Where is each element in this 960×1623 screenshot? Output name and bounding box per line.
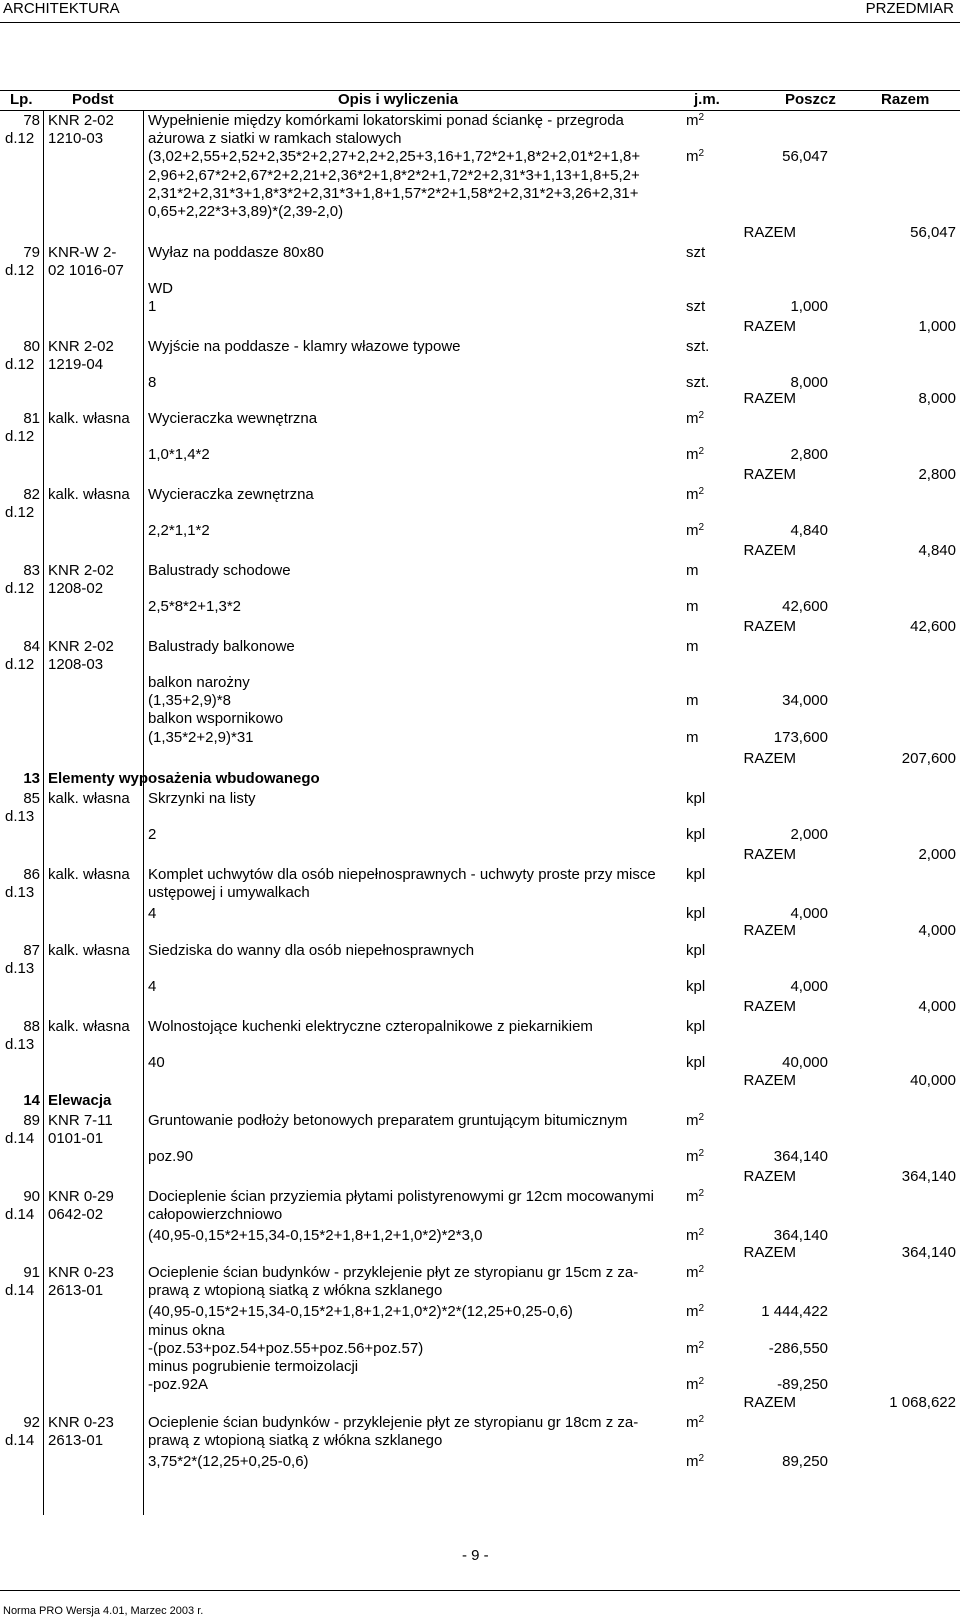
item-basis: KNR 2-02 (48, 338, 114, 355)
calc-expression: WD (148, 280, 173, 297)
calc-expression: (40,95-0,15*2+15,34-0,15*2+1,8+1,2+1,0*2)*2*3,0 (148, 1227, 483, 1245)
item-unit: kpl (686, 942, 706, 959)
item-number: 80 (23, 338, 40, 355)
item-description: całopowierzchniowo (148, 1206, 283, 1224)
razem-total: 4,840 (918, 542, 956, 559)
razem-label: RAZEM (743, 618, 796, 635)
calc-value: 1,000 (790, 298, 828, 316)
calc-unit: kpl (686, 978, 706, 995)
col-razem: Razem (881, 91, 930, 108)
item-chapter: d.13 (5, 960, 35, 978)
item-description: Balustrady balkonowe (148, 638, 295, 655)
item-description: Ocieplenie ścian budynków - przyklejenie płyt ze styropianu gr 15cm z za- (148, 1264, 639, 1281)
item-chapter: d.12 (5, 262, 35, 280)
calc-value: 1 444,422 (761, 1303, 828, 1321)
item-basis: 2613-01 (48, 1432, 104, 1450)
calc-value: 40,000 (782, 1054, 828, 1071)
item-basis: KNR 7-11 (48, 1112, 113, 1129)
item-description: prawą z wtopioną siatką z włókna szklanego (148, 1282, 443, 1300)
razem-total: 1 068,622 (889, 1394, 956, 1411)
item-unit: $m^2$ (686, 486, 705, 503)
calc-unit: $m^2$ (686, 1227, 705, 1245)
item-unit: $m^2$ (686, 1264, 705, 1281)
calc-value: -89,250 (777, 1376, 828, 1394)
item-basis: 0101-01 (48, 1130, 104, 1148)
calc-expression: 2,96+2,67*2+2,67*2+2,21+2,36*2+1,8*2*2+1,72*2+2,31*3+1,13+1,8+5,2+ (148, 166, 640, 184)
item-unit: kpl (686, 866, 706, 883)
calc-value: 2,800 (790, 446, 828, 463)
calc-expression: 2,5*8*2+1,3*2 (148, 598, 242, 615)
item-description: Komplet uchwytów dla osób niepełnosprawnych - uchwyty proste przy misce (148, 866, 656, 883)
item-description: Wyjście na poddasze - klamry włazowe typowe (148, 338, 461, 355)
header-left: ARCHITEKTURA (3, 0, 120, 17)
item-description: Gruntowanie podłoży betonowych preparatem gruntującym bitumicznym (148, 1112, 628, 1129)
calc-unit: szt (686, 298, 706, 316)
calc-expression: 4 (148, 978, 157, 995)
calc-value: 4,840 (790, 522, 828, 539)
col-jm: j.m. (694, 91, 720, 108)
razem-total: 4,000 (918, 922, 956, 939)
item-chapter: d.12 (5, 428, 35, 446)
calc-expression: -(poz.53+poz.54+poz.55+poz.56+poz.57) (148, 1339, 424, 1357)
calc-value: 364,140 (773, 1227, 828, 1245)
razem-total: 8,000 (918, 390, 956, 407)
razem-label: RAZEM (743, 1394, 796, 1411)
column-header-rule (0, 110, 960, 111)
item-unit: $m^2$ (686, 410, 705, 427)
item-description: Ocieplenie ścian budynków - przyklejenie płyt ze styropianu gr 18cm z za- (148, 1414, 639, 1431)
item-unit: $m^2$ (686, 112, 705, 129)
item-basis: 1208-03 (48, 656, 104, 674)
item-number: 89 (23, 1112, 40, 1129)
razem-label: RAZEM (743, 750, 796, 767)
item-basis: 02 1016-07 (48, 262, 124, 280)
calc-unit: $m^2$ (686, 148, 705, 166)
item-basis: KNR 2-02 (48, 562, 114, 579)
calc-value: 364,140 (773, 1148, 828, 1165)
item-chapter: d.12 (5, 504, 35, 522)
item-unit: $m^2$ (686, 1188, 705, 1205)
footer-text: Norma PRO Wersja 4.01, Marzec 2003 r. (3, 1605, 204, 1617)
calc-unit: m (686, 692, 699, 710)
item-number: 87 (23, 942, 40, 959)
item-chapter: d.14 (5, 1130, 35, 1148)
razem-label: RAZEM (743, 542, 796, 559)
calc-value: 34,000 (782, 692, 828, 710)
section-title: Elewacja (48, 1092, 112, 1109)
calc-expression: (1,35+2,9)*8 (148, 692, 231, 710)
item-description: ustępowej i umywalkach (148, 884, 310, 902)
calc-value: 8,000 (790, 374, 828, 391)
calc-expression: 4 (148, 905, 157, 923)
header-right: PRZEDMIAR (865, 0, 954, 17)
item-number: 85 (23, 790, 40, 807)
calc-expression: minus okna (148, 1321, 225, 1339)
item-basis: kalk. własna (48, 410, 130, 427)
item-number: 92 (23, 1414, 40, 1431)
item-basis: kalk. własna (48, 942, 130, 959)
item-basis: KNR 0-23 (48, 1264, 114, 1281)
calc-unit: szt. (686, 374, 710, 391)
item-chapter: d.13 (5, 884, 35, 902)
razem-label: RAZEM (743, 846, 796, 863)
column-divider (43, 110, 44, 1515)
item-chapter: d.12 (5, 580, 35, 598)
calc-expression: 3,75*2*(12,25+0,25-0,6) (148, 1453, 309, 1471)
col-lp: Lp. (10, 91, 33, 108)
calc-expression: -poz.92A (148, 1376, 209, 1394)
calc-unit: m (686, 728, 699, 746)
calc-expression: minus pogrubienie termoizolacji (148, 1358, 359, 1375)
razem-total: 2,800 (918, 466, 956, 483)
item-unit: szt. (686, 338, 710, 355)
calc-unit: m (686, 598, 699, 615)
header-rule (0, 22, 960, 23)
item-basis: KNR 0-29 (48, 1188, 114, 1205)
razem-total: 364,140 (901, 1244, 956, 1261)
razem-label: RAZEM (743, 466, 796, 483)
item-description: Balustrady schodowe (148, 562, 291, 579)
item-unit: szt (686, 244, 706, 261)
item-basis: kalk. własna (48, 486, 130, 503)
item-description: prawą z wtopioną siatką z włókna szklanego (148, 1432, 443, 1450)
item-description: ażurowa z siatki w ramkach stalowych (148, 130, 402, 148)
calc-unit: kpl (686, 905, 706, 923)
col-poszcz: Poszcz (785, 91, 836, 108)
item-unit: $m^2$ (686, 1112, 705, 1129)
calc-value: 4,000 (790, 978, 828, 995)
razem-label: RAZEM (743, 1072, 796, 1089)
column-header-row (0, 91, 960, 111)
razem-label: RAZEM (743, 1244, 796, 1261)
item-basis: KNR 2-02 (48, 638, 114, 655)
item-chapter: d.12 (5, 356, 35, 374)
razem-total: 364,140 (901, 1168, 956, 1185)
item-number: 86 (23, 866, 40, 883)
item-basis: kalk. własna (48, 790, 130, 807)
item-basis: KNR 0-23 (48, 1414, 114, 1431)
razem-total: 207,600 (901, 750, 956, 767)
item-unit: $m^2$ (686, 1414, 705, 1431)
section-number: 13 (23, 770, 40, 787)
razem-label: RAZEM (743, 224, 796, 241)
calc-expression: 0,65+2,22*3+3,89)*(2,39-2,0) (148, 203, 344, 220)
calc-expression: balkon wspornikowo (148, 710, 284, 728)
item-basis: kalk. własna (48, 1018, 130, 1035)
calc-value: 173,600 (773, 728, 828, 746)
item-description: Wycieraczka zewnętrzna (148, 486, 314, 503)
col-podst: Podst (72, 91, 114, 108)
item-basis: 1208-02 (48, 580, 104, 598)
calc-expression: 2 (148, 826, 157, 843)
razem-label: RAZEM (743, 390, 796, 407)
calc-value: 4,000 (790, 905, 828, 923)
item-chapter: d.13 (5, 1036, 35, 1054)
calc-unit: $m^2$ (686, 1376, 705, 1394)
item-basis: KNR-W 2- (48, 244, 117, 261)
item-unit: kpl (686, 790, 706, 807)
item-chapter: d.12 (5, 656, 35, 674)
item-chapter: d.14 (5, 1206, 35, 1224)
calc-expression: 1 (148, 298, 157, 316)
calc-expression: (3,02+2,55+2,52+2,35*2+2,27+2,2+2,25+3,16+1,72*2+1,8*2+2,01*2+1,8+ (148, 148, 641, 166)
item-basis: 2613-01 (48, 1282, 104, 1300)
razem-total: 40,000 (910, 1072, 956, 1089)
razem-label: RAZEM (743, 922, 796, 939)
calc-expression: 2,2*1,1*2 (148, 522, 210, 539)
razem-label: RAZEM (743, 318, 796, 335)
calc-value: 42,600 (782, 598, 828, 615)
item-number: 81 (23, 410, 40, 427)
column-divider (143, 110, 144, 1515)
calc-expression: (40,95-0,15*2+15,34-0,15*2+1,8+1,2+1,0*2)*2*(12,25+0,25-0,6) (148, 1303, 573, 1321)
item-description: Wycieraczka wewnętrzna (148, 410, 318, 427)
item-chapter: d.12 (5, 130, 35, 148)
item-unit: m (686, 562, 699, 579)
item-basis: kalk. własna (48, 866, 130, 883)
calc-expression: (1,35*2+2,9)*31 (148, 728, 254, 746)
col-opis: Opis i wyliczenia (338, 91, 459, 108)
section-title: Elementy wyposażenia wbudowanego (48, 770, 320, 787)
calc-value: 56,047 (782, 148, 828, 166)
item-number: 83 (23, 562, 40, 579)
calc-expression: 40 (148, 1054, 165, 1071)
footer-rule (0, 1590, 960, 1591)
calc-unit: kpl (686, 1054, 706, 1071)
calc-unit: $m^2$ (686, 446, 705, 463)
item-number: 91 (23, 1264, 40, 1281)
item-number: 84 (23, 638, 40, 655)
calc-value: -286,550 (768, 1339, 828, 1357)
item-description: Wolnostojące kuchenki elektryczne czteropalnikowe z piekarnikiem (148, 1018, 593, 1035)
item-unit: m (686, 638, 699, 655)
calc-unit: kpl (686, 826, 706, 843)
item-number: 79 (23, 244, 40, 261)
page-header (0, 0, 960, 22)
page-number: - 9 - (462, 1547, 489, 1564)
calc-value: 2,000 (790, 826, 828, 843)
item-number: 78 (23, 112, 40, 129)
item-description: Wyłaz na poddasze 80x80 (148, 244, 324, 261)
calc-unit: $m^2$ (686, 1303, 705, 1321)
calc-expression: poz.90 (148, 1148, 194, 1165)
calc-expression: 1,0*1,4*2 (148, 446, 210, 463)
item-description: Docieplenie ścian przyziemia płytami polistyrenowymi gr 12cm mocowanymi (148, 1188, 655, 1205)
item-unit: kpl (686, 1018, 706, 1035)
item-basis: KNR 2-02 (48, 112, 114, 129)
razem-label: RAZEM (743, 998, 796, 1015)
item-basis: 0642-02 (48, 1206, 104, 1224)
razem-total: 1,000 (918, 318, 956, 335)
calc-expression: balkon narożny (148, 674, 250, 691)
calc-value: 89,250 (782, 1453, 828, 1471)
razem-total: 4,000 (918, 998, 956, 1015)
calc-unit: $m^2$ (686, 1339, 705, 1357)
item-basis: 1219-04 (48, 356, 104, 374)
calc-unit: $m^2$ (686, 1453, 705, 1471)
calc-unit: $m^2$ (686, 522, 705, 539)
calc-unit: $m^2$ (686, 1148, 705, 1165)
item-description: Skrzynki na listy (148, 790, 256, 807)
item-chapter: d.13 (5, 808, 35, 826)
section-number: 14 (23, 1092, 40, 1109)
razem-total: 2,000 (918, 846, 956, 863)
item-chapter: d.14 (5, 1282, 35, 1300)
item-description: Siedziska do wanny dla osób niepełnosprawnych (148, 942, 475, 959)
calc-expression: 2,31*2+2,31*3+1,8*3*2+2,31*3+1,8+1,57*2*2+1,58*2+2,31*2+3,26+2,31+ (148, 184, 639, 202)
item-number: 82 (23, 486, 40, 503)
razem-label: RAZEM (743, 1168, 796, 1185)
item-number: 88 (23, 1018, 40, 1035)
calc-expression: 8 (148, 374, 157, 391)
item-chapter: d.14 (5, 1432, 35, 1450)
razem-total: 42,600 (910, 618, 956, 635)
item-basis: 1210-03 (48, 130, 104, 148)
item-description: Wypełnienie między komórkami lokatorskimi ponad ściankę - przegroda (148, 112, 624, 129)
item-number: 90 (23, 1188, 40, 1205)
razem-total: 56,047 (910, 224, 956, 241)
